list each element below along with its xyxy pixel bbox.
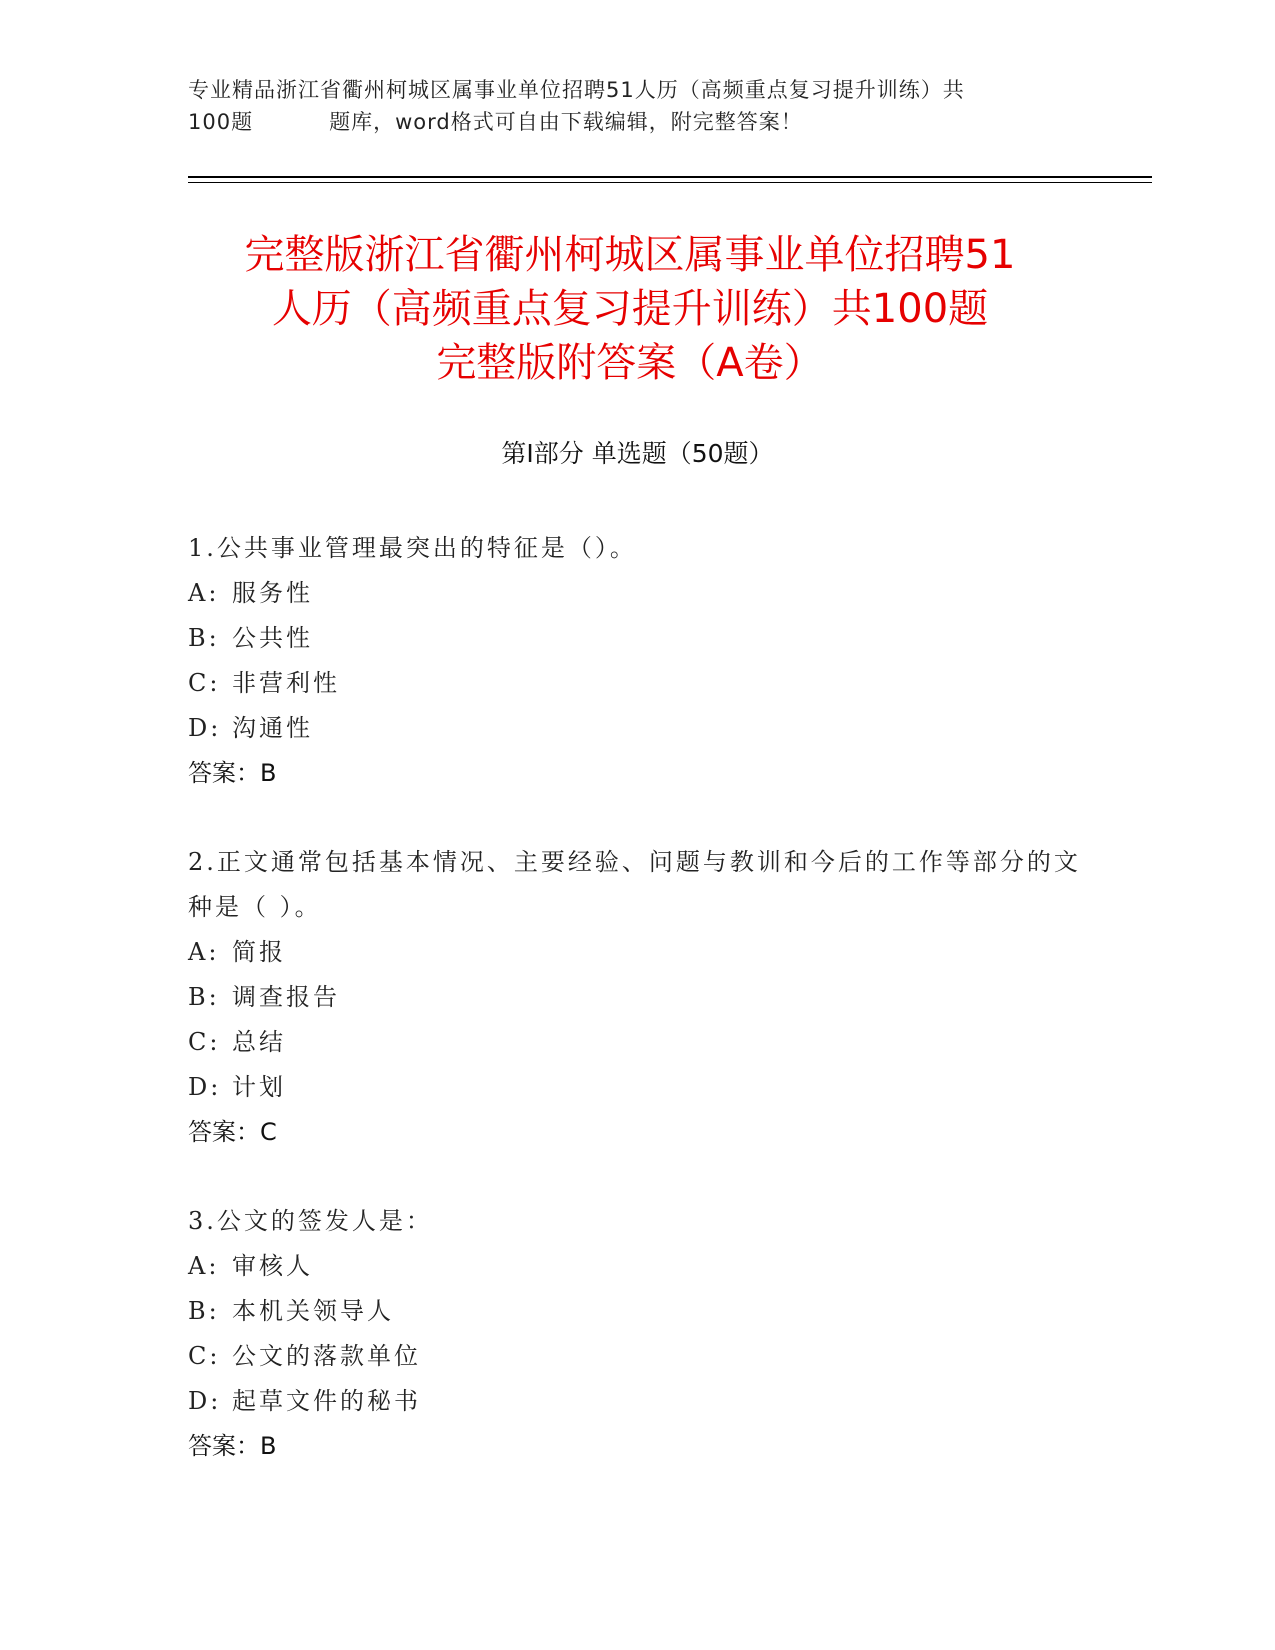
question-stem: 2.正文通常包括基本情况、主要经验、问题与教训和今后的工作等部分的文种是（ ）。 (188, 848, 1081, 921)
option-a (188, 571, 1088, 616)
option-key: A: (188, 579, 220, 607)
document-title-line1: 完整版浙江省衢州柯城区属事业单位招聘51 (244, 232, 1016, 278)
question-list (188, 526, 1088, 1513)
option-d (188, 1065, 1088, 1110)
header-note-line1: 专业精品浙江省衢州柯城区属事业单位招聘51人历（高频重点复习提升训练）共 (188, 78, 965, 102)
option-c (188, 1020, 1088, 1065)
option-text: 总结 (232, 1028, 286, 1056)
option-a (188, 930, 1088, 975)
header-note-line2 (188, 106, 1088, 138)
document-title-line3: 完整版附答案（A卷） (436, 340, 824, 386)
question-stem: 3.公文的签发人是： (188, 1207, 433, 1235)
option-d (188, 1379, 1088, 1424)
document-title-line2: 人历（高频重点复习提升训练）共100题 (271, 286, 989, 332)
question-stem: 1.公共事业管理最突出的特征是（）。 (188, 534, 637, 562)
answer-line: 答案：B (188, 1432, 277, 1460)
option-text: 非营利性 (232, 669, 340, 697)
option-d (188, 706, 1088, 751)
option-b (188, 616, 1088, 661)
document-title (150, 228, 1110, 390)
option-key: A: (188, 1252, 220, 1280)
question-2 (188, 840, 1088, 1155)
option-key: B: (188, 1297, 220, 1325)
option-key: A: (188, 938, 220, 966)
option-text: 简报 (232, 938, 286, 966)
option-text: 起草文件的秘书 (232, 1387, 421, 1415)
answer-line: 答案：B (188, 759, 277, 787)
section-heading: 第Ⅰ部分 单选题（50题） (501, 439, 774, 468)
option-text: 沟通性 (232, 714, 313, 742)
option-text: 本机关领导人 (232, 1297, 394, 1325)
question-1 (188, 526, 1088, 796)
option-text: 审核人 (232, 1252, 313, 1280)
header-note (188, 74, 1088, 138)
question-3 (188, 1199, 1088, 1469)
option-c (188, 661, 1088, 706)
option-key: D: (188, 714, 222, 742)
header-note-desc: 题库，word格式可自由下载编辑，附完整答案！ (329, 110, 803, 134)
option-b (188, 975, 1088, 1020)
header-note-count: 100题 (188, 110, 254, 134)
option-a (188, 1244, 1088, 1289)
option-key: C: (188, 1342, 221, 1370)
option-text: 计划 (232, 1073, 286, 1101)
answer-line: 答案：C (188, 1118, 277, 1146)
option-text: 公文的落款单位 (232, 1342, 421, 1370)
option-c (188, 1334, 1088, 1379)
header-divider-thin (188, 182, 1152, 183)
option-text: 调查报告 (232, 983, 340, 1011)
header-divider-thick (188, 176, 1152, 178)
option-key: D: (188, 1073, 222, 1101)
option-key: C: (188, 1028, 221, 1056)
option-key: D: (188, 1387, 222, 1415)
option-key: B: (188, 624, 220, 652)
option-key: B: (188, 983, 220, 1011)
option-text: 公共性 (232, 624, 313, 652)
option-b (188, 1289, 1088, 1334)
option-key: C: (188, 669, 221, 697)
option-text: 服务性 (232, 579, 313, 607)
